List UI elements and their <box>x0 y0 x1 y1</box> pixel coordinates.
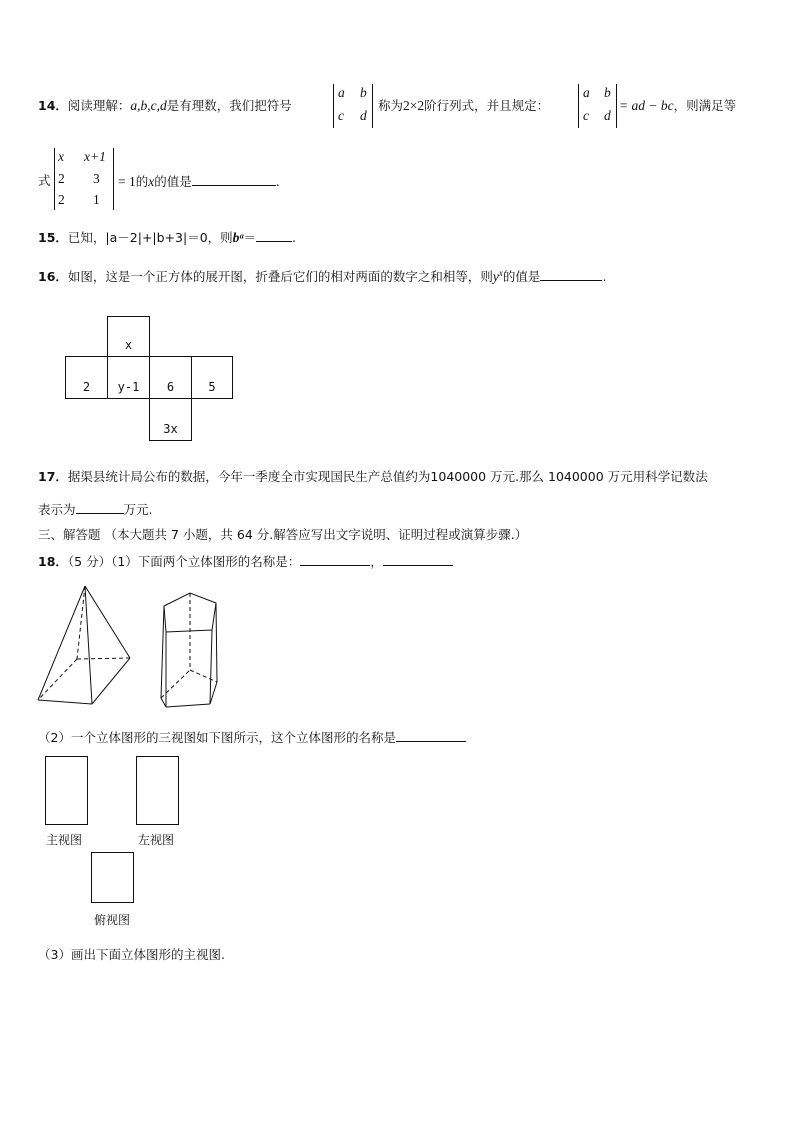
q17-line2b: 万元. <box>123 502 153 517</box>
q14-text5: 的 <box>135 174 149 189</box>
q15-expr: bᵃ <box>232 230 244 245</box>
top-view-rect <box>91 852 134 903</box>
q14-det3-left-bar <box>54 148 55 210</box>
net-cell-third: 6 <box>149 356 192 399</box>
net-cell-bottom: 3x <box>149 398 192 441</box>
q14-text1: 是有理数，我们把符号 <box>166 98 292 113</box>
q14-text3: 阶行列式，并且规定： <box>424 98 550 113</box>
q18-comma: ， <box>370 554 383 569</box>
q14-det1-left-bar <box>333 84 334 128</box>
section3-note: （本大题共 7 小题，共 64 分.解答应写出文字说明、证明过程或演算步骤.） <box>104 527 528 542</box>
q14-line1c <box>619 97 736 115</box>
q14-line1 <box>38 97 292 115</box>
q15-end: . <box>291 230 296 245</box>
left-view-label: 左视图 <box>138 833 175 847</box>
q15-number: 15． <box>38 230 68 245</box>
q18-part2-line <box>38 728 466 747</box>
top-view-label: 俯视图 <box>94 913 131 927</box>
q14-det1-b: b <box>360 85 367 100</box>
pyramid-figure <box>36 582 136 706</box>
q14-det1-right-bar <box>372 84 373 128</box>
q14-line1b <box>378 97 549 115</box>
q14-eq-rhs: = 1 <box>118 174 136 189</box>
q16-answer-blank[interactable] <box>540 267 602 281</box>
q14-intro: 阅读理解： <box>67 98 131 113</box>
q15-answer-blank[interactable] <box>256 228 292 242</box>
q14-size: 2×2 <box>403 98 425 113</box>
q18-part1-line <box>38 552 453 571</box>
net-cell-left: 2 <box>65 356 108 399</box>
net-cell-fourth: 5 <box>191 356 233 399</box>
q18-part1: （1）下面两个立体图形的名称是： <box>111 554 301 569</box>
q17-text: 据渠县统计局公布的数据，今年一季度全市实现国民生产总值约为1040000 万元.那么 1040000 万元用科学记数法 <box>67 469 708 484</box>
q17-number: 17． <box>38 469 68 484</box>
q14-det1-c: c <box>338 108 344 123</box>
net-cell-top: x <box>107 316 150 357</box>
q18-answer-blank-2[interactable] <box>383 552 453 566</box>
q14-det2-c: c <box>583 108 589 123</box>
q16-expr-base: y <box>492 269 499 285</box>
net-cell-middle: y-1 <box>107 356 150 399</box>
q15-eq: ＝ <box>243 230 256 245</box>
q14-det3-right-bar <box>113 148 114 210</box>
left-view-rect <box>136 756 179 825</box>
q14-var-x: x <box>148 174 155 189</box>
q14-det3-r2c1: 2 <box>58 171 65 186</box>
q14-det3-r2c2: 3 <box>93 171 100 186</box>
q16-text2: 的值是 <box>502 269 541 285</box>
front-view-label: 主视图 <box>46 833 83 847</box>
q18-part3: （3）画出下面立体图形的主视图. <box>38 947 225 962</box>
q14-line2-prefix: 式 <box>38 173 51 188</box>
q14-det1-d: d <box>360 108 367 123</box>
q14-det2-d: d <box>604 108 611 123</box>
q14-det2-right-bar <box>616 84 617 128</box>
q14-det2-b: b <box>604 85 611 100</box>
q14-end: . <box>275 174 280 189</box>
q14-text6: 的值是 <box>154 174 192 189</box>
q15-text: 已知，|a－2|+|b+3|＝0，则 <box>67 230 233 245</box>
q14-det2-a: a <box>583 85 590 100</box>
q17-line2 <box>38 500 153 519</box>
q16-end: . <box>602 269 607 285</box>
q18-number: 18． <box>38 554 68 569</box>
q14-text2: 称为 <box>378 98 404 113</box>
q14-det3-r3c1: 2 <box>58 192 65 207</box>
q18-answer-blank-1[interactable] <box>300 552 370 566</box>
q14-text4: ，则满足等 <box>673 98 737 113</box>
q18-part2: （2）一个立体图形的三视图如下图所示，这个立体图形的名称是 <box>38 730 396 745</box>
q16-number: 16． <box>38 269 68 285</box>
q14-det3-r1c2: x+1 <box>84 149 106 164</box>
q14-det2-left-bar <box>578 84 579 128</box>
q17-line1 <box>38 468 708 486</box>
q14-line2 <box>118 172 280 191</box>
q14-number: 14． <box>38 98 68 113</box>
q14-det3-r1c1: x <box>58 149 64 164</box>
q16-expr-exp: x <box>498 268 503 278</box>
front-view-rect <box>45 756 88 825</box>
pentagonal-prism-figure <box>156 590 222 712</box>
q17-line2a: 表示为 <box>38 502 76 517</box>
q17-answer-blank[interactable] <box>76 500 124 514</box>
q14-def-rhs: = ad − bc <box>619 98 674 113</box>
q18-answer-blank-3[interactable] <box>396 728 466 742</box>
q16-line <box>38 264 606 286</box>
q18-score: （5 分） <box>67 554 112 569</box>
q14-det1-a: a <box>338 85 345 100</box>
q14-det3-r3c2: 1 <box>93 192 100 207</box>
q14-vars: a,b,c,d <box>130 98 167 113</box>
section3-title: 三、解答题 <box>38 527 101 542</box>
q14-answer-blank[interactable] <box>192 172 276 186</box>
section3-heading <box>38 526 527 544</box>
q16-text: 如图，这是一个正方体的展开图，折叠后它们的相对两面的数字之和相等，则 <box>67 269 493 285</box>
q15-line <box>38 228 296 247</box>
